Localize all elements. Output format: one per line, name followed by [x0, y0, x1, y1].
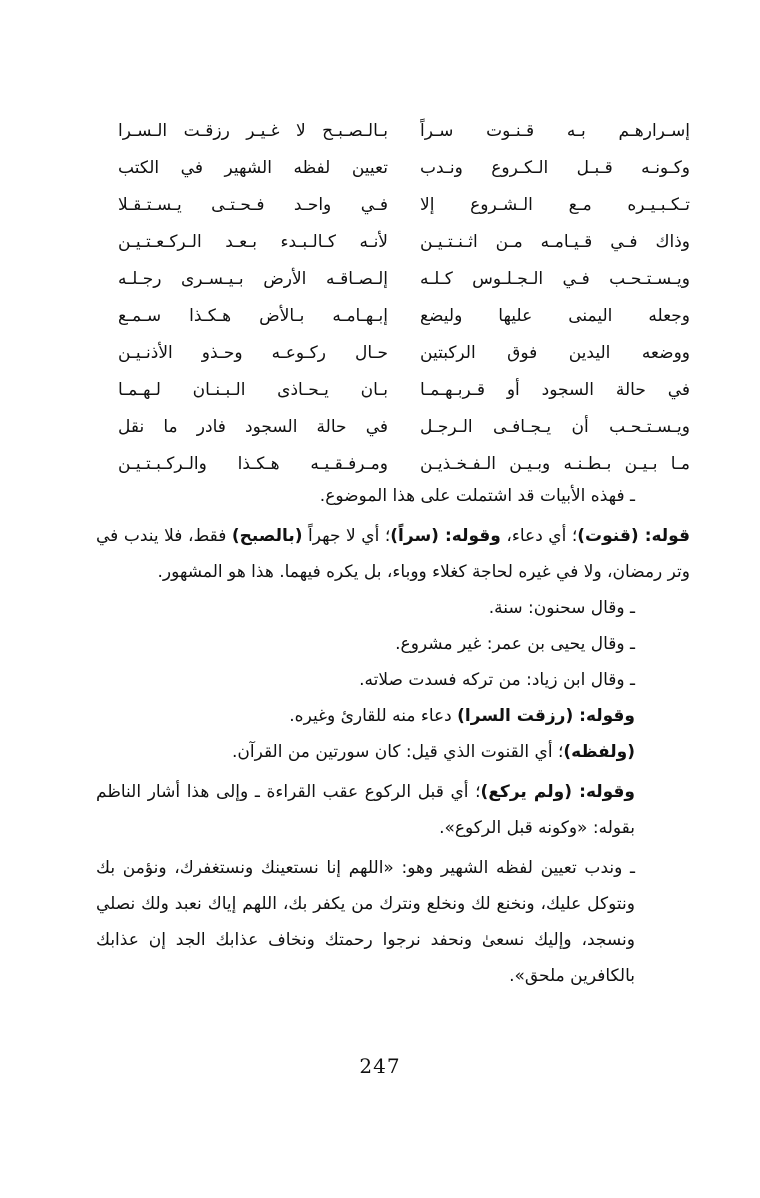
- page-number: 247: [359, 1054, 401, 1078]
- paragraph-sahnun: ـ وقال سحنون: سنة.: [488, 598, 635, 618]
- paragraph-qunut: [96, 518, 690, 590]
- paragraph-text: ؛ أي القنوت الذي قيل: كان سورتين من القرآن.: [231, 742, 564, 762]
- bold-term: وقوله: (ولم يركع): [480, 782, 635, 802]
- verse-hemistich: ومـرفـقـيـه هـكـذا والـركـبـتـيـن: [118, 454, 388, 474]
- poem-verses: [118, 115, 690, 481]
- bold-term: وقوله: (رزقت السرا): [457, 706, 635, 726]
- verse-hemistich: ويـسـتـحـب فـي الـجـلـوس كـلـه: [420, 269, 690, 289]
- verse-hemistich: وجعله اليمنى عليها وليضع: [420, 306, 690, 326]
- verse-hemistich: حـال ركـوعـه وحـذو الأذنـيـن: [118, 343, 388, 363]
- verse-hemistich: إلـصـاقـه الأرض بـيـسـرى رجـلـه: [118, 269, 388, 289]
- paragraph-intro: ـ فهذه الأبيات قد اشتملت على هذا الموضوع.: [319, 486, 635, 506]
- commentary: [96, 478, 690, 994]
- verse-hemistich: إبـهـامـه بـالأض هـكـذا سـمـع: [118, 306, 388, 326]
- paragraph-text: ؛ أي لا جهراً: [302, 526, 391, 546]
- paragraph-ibn-ziyad: ـ وقال ابن زياد: من تركه فسدت صلاته.: [359, 670, 635, 690]
- bold-term: (بالصبح): [231, 526, 303, 546]
- verse-hemistich: ووضعه اليدين فوق الركبتين: [420, 343, 690, 363]
- verse-hemistich: مـا بـيـن بـطـنـه وبـيـن الـفـخـذيـن: [420, 454, 690, 474]
- paragraph-text: دعاء منه للقارئ وغيره.: [289, 706, 458, 726]
- verse-hemistich: ويـسـتـحـب أن يـجـافـى الـرجـل: [420, 417, 690, 437]
- bold-term: قوله: (قنوت): [577, 526, 690, 546]
- paragraph-text: ؛ أي دعاء،: [500, 526, 578, 546]
- paragraph-lam-yarka: [96, 774, 690, 846]
- paragraph-ruziqt: [96, 698, 690, 734]
- verse-hemistich: بـان يـحـاذى الـبـنـان لـهـمـا: [118, 380, 388, 400]
- verse-hemistich: وذاك فـي قـيـامـه مـن اثـنـتـيـن: [420, 232, 690, 252]
- paragraph-text: ؛ أي قبل الركوع عقب القراءة ـ وإلى هذا أشار الناظم بقوله: «وكونه قبل الركوع».: [96, 782, 635, 838]
- verse-hemistich: لأنـه كـالـبـدء بـعـد الـركـعـتـيـن: [118, 232, 388, 252]
- verse-hemistich: إسـرارهـم بـه قـنـوت سـراً: [420, 121, 690, 141]
- bold-term: (ولفظه): [563, 742, 635, 762]
- paragraph-text: فقط، فلا يندب في وتر رمضان، ولا في غيره لحاجة كغلاء ووباء، بل يكره فيهما. هذا هو المشهور.: [96, 526, 690, 582]
- verse-hemistich: وكـونـه قـبـل الـكـروع ونـدب: [420, 158, 690, 178]
- paragraph-lafzuhu: [96, 734, 690, 770]
- verse-hemistich: في حالة السجود فادر ما نقل: [118, 417, 388, 437]
- verse-hemistich: تـكـبـيـره مـع الـشـروع إلا: [420, 195, 690, 215]
- verse-hemistich: فـي واحـد فـحـتـى يـسـتـقـلا: [118, 195, 388, 215]
- paragraph-yahya: ـ وقال يحيى بن عمر: غير مشروع.: [395, 634, 635, 654]
- verse-hemistich: تعيين لفظه الشهير في الكتب: [118, 158, 388, 178]
- verse-hemistich: بـالـصـبـح لا غـيـر رزقـت الـسـرا: [118, 121, 388, 141]
- bold-term: وقوله: (سراً): [390, 526, 501, 546]
- paragraph-lafz-shahir: ـ وندب تعيين لفظه الشهير وهو: «اللهم إنا نستعينك ونستغفرك، ونؤمن بك ونتوكل عليك، ونخنع لك ونخلع ونترك من يكفر بك، اللهم إياك نعبد ولك نصلي ونسجد، وإليك نسعىٰ ونحفد نرجوا رحمتك ونخاف عذابك الجد إن عذابك بالكافرين ملحق».: [96, 858, 635, 986]
- verse-hemistich: في حالة السجود أو قـربـهـمـا: [420, 380, 690, 400]
